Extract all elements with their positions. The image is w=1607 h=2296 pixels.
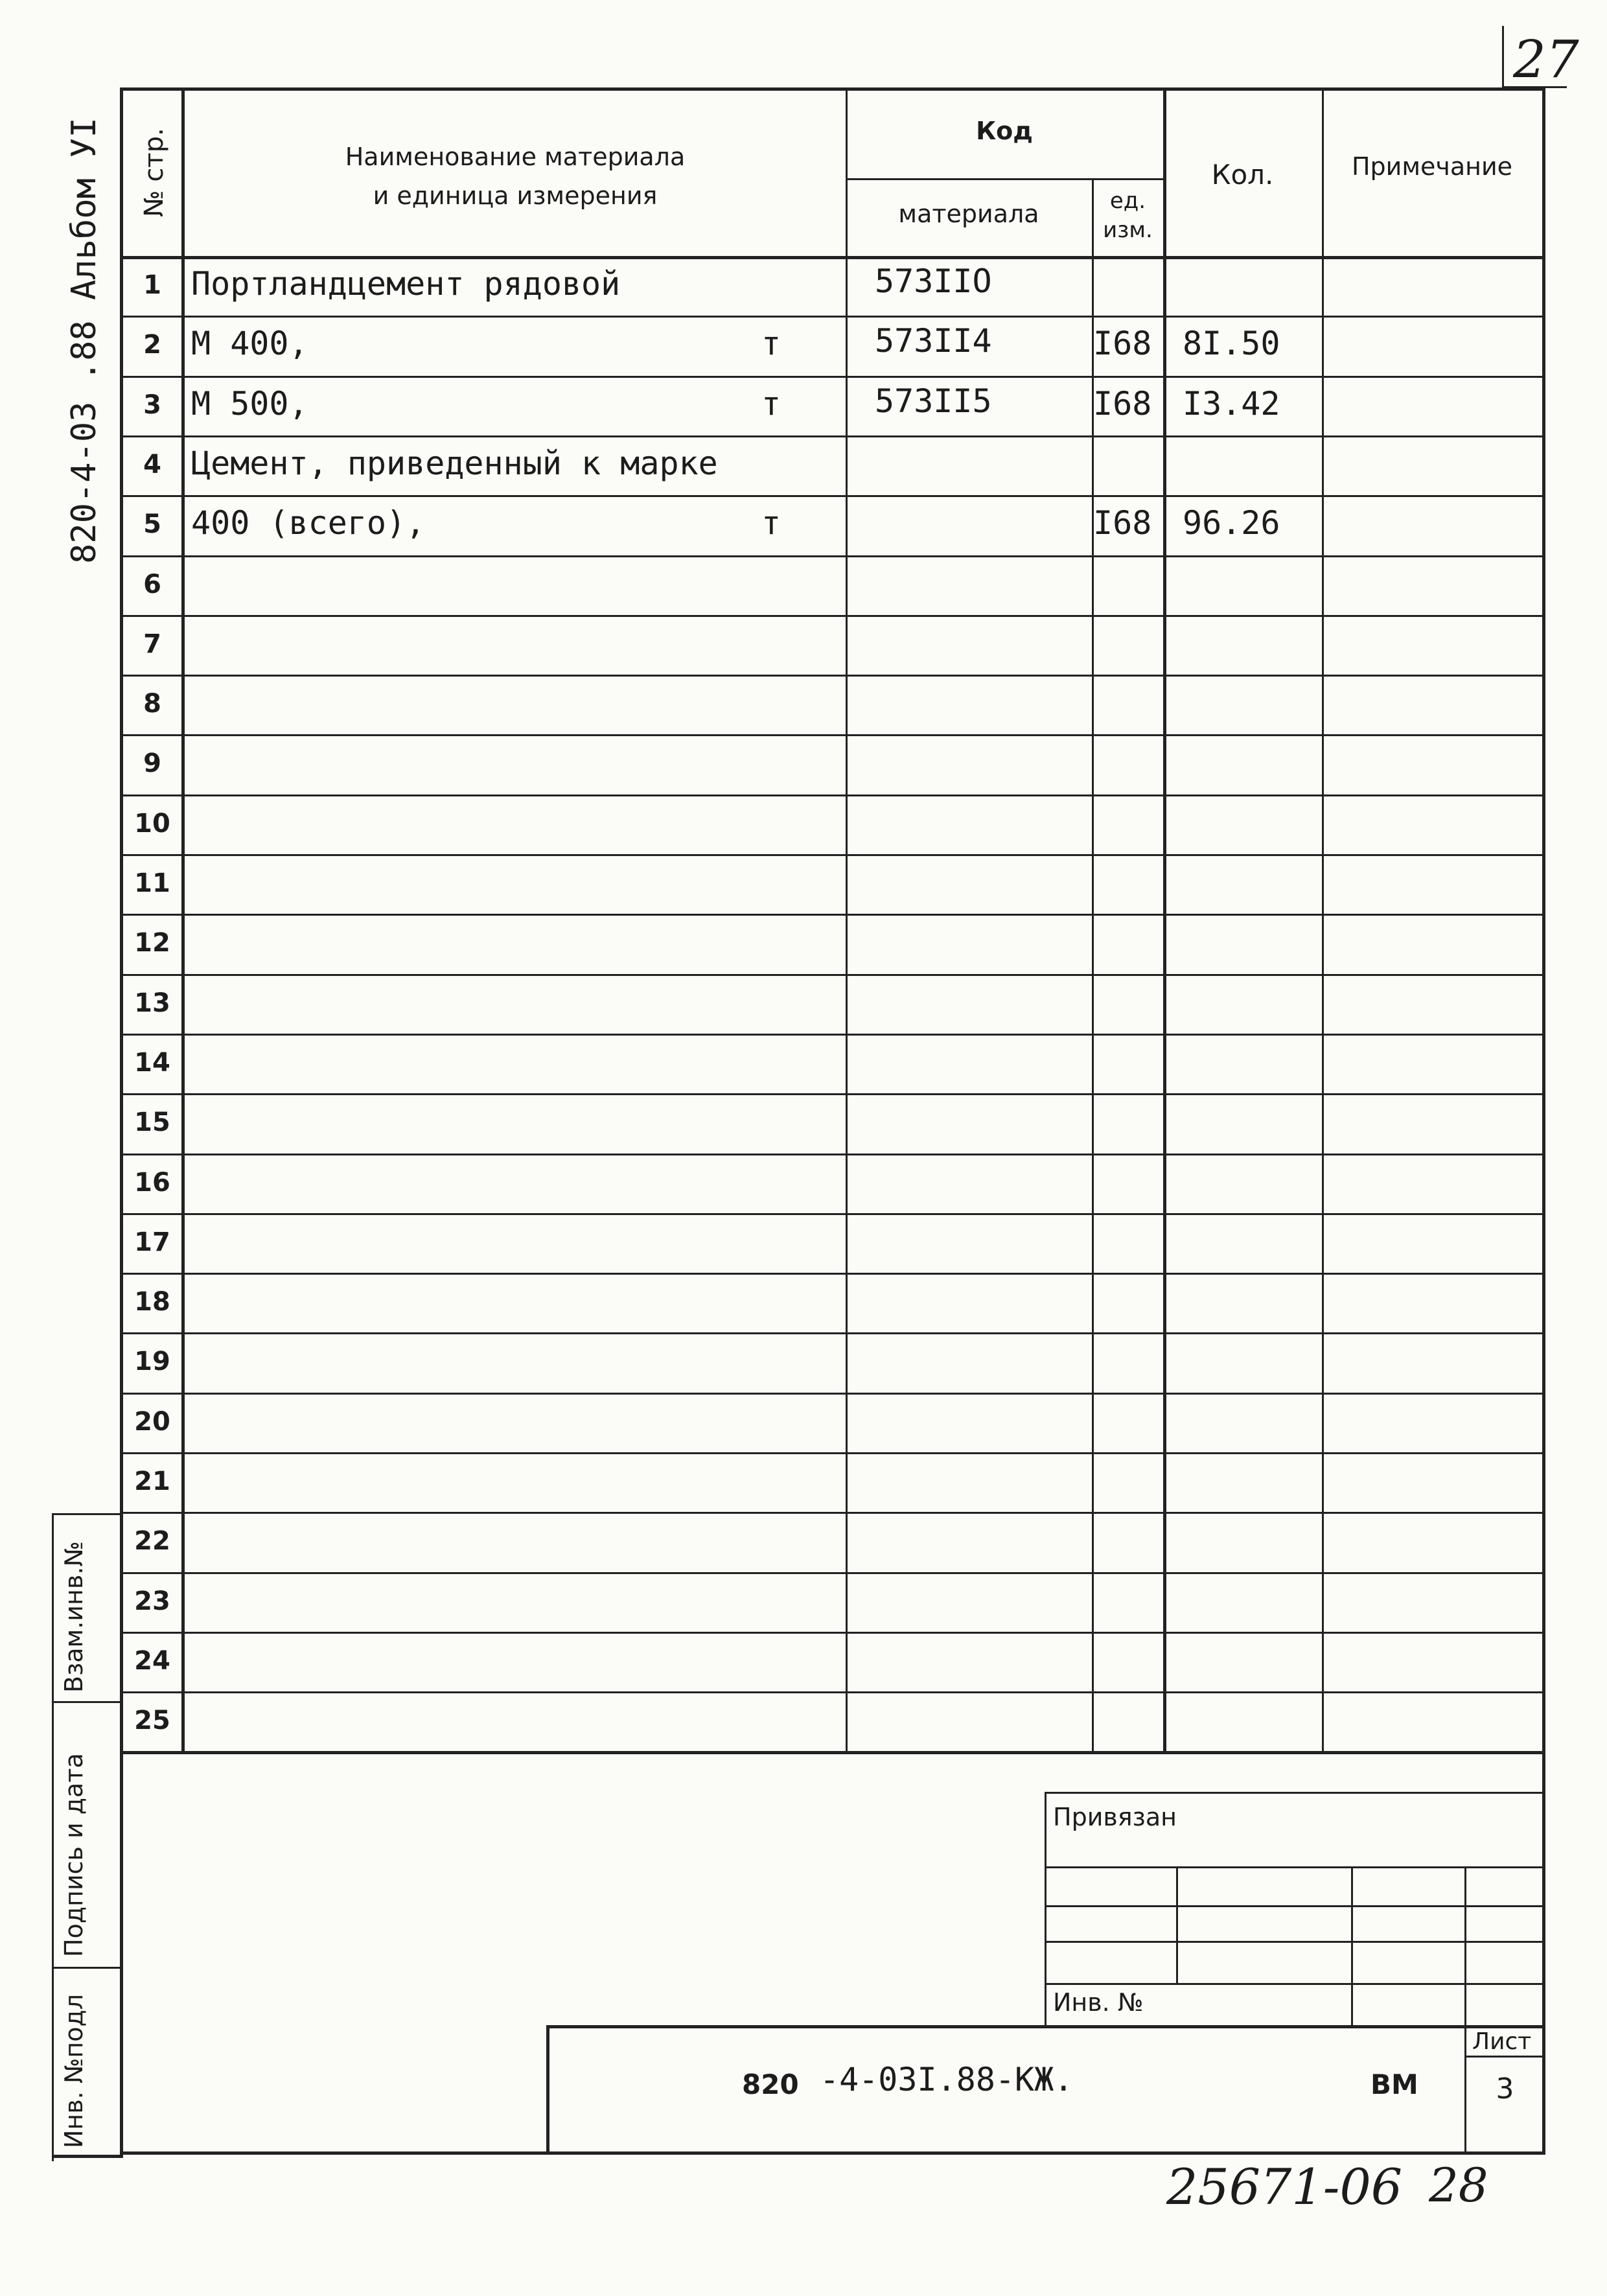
row-number: 15 bbox=[134, 1107, 170, 1138]
privyazan-col-3 bbox=[1464, 1866, 1466, 2025]
doc-type: ВМ bbox=[1370, 2069, 1418, 2100]
row-name: М 400, bbox=[191, 325, 308, 363]
table-row bbox=[120, 1213, 1542, 1273]
row-number: 6 bbox=[143, 569, 161, 599]
handwritten-inventory-number: 25671-06 bbox=[1166, 2158, 1403, 2216]
row-number: 11 bbox=[134, 868, 170, 898]
left-stamp-sep-1 bbox=[52, 1513, 120, 1515]
doc-code: -4-03I.88-КЖ. bbox=[820, 2061, 1074, 2098]
designation-top bbox=[546, 2025, 1544, 2028]
row-number: 21 bbox=[134, 1467, 170, 1496]
row-code: 573II5 bbox=[875, 382, 992, 420]
page-number-divider bbox=[1502, 26, 1504, 87]
left-stamp-sep-3 bbox=[52, 1967, 120, 1969]
row-code: 573II4 bbox=[875, 322, 992, 360]
row-qty: I3.42 bbox=[1183, 384, 1280, 423]
row-number: 4 bbox=[143, 449, 161, 480]
table-row bbox=[120, 1572, 1542, 1632]
row-unit: I68 bbox=[1093, 325, 1152, 363]
header-name-line2: и единица измерения bbox=[373, 181, 658, 210]
sheet-label-line bbox=[1464, 2056, 1545, 2058]
header-qty: Кол. bbox=[1211, 159, 1274, 191]
row-unit-t: т bbox=[761, 504, 781, 542]
table-row bbox=[120, 1512, 1542, 1571]
table-bottom-line bbox=[120, 1751, 1542, 1754]
row-number: 3 bbox=[143, 389, 161, 420]
table-row bbox=[120, 1093, 1542, 1153]
handwritten-page-number: 28 bbox=[1429, 2158, 1488, 2212]
stamp-signature-date: Подпись и дата bbox=[60, 1753, 88, 1957]
left-stamp-edge bbox=[52, 1513, 54, 2161]
sheet-number: 3 bbox=[1496, 2072, 1514, 2105]
row-code: 573IIО bbox=[875, 262, 992, 300]
row-number: 18 bbox=[134, 1287, 170, 1317]
table-row bbox=[120, 1034, 1542, 1093]
header-unit-line2: изм. bbox=[1103, 217, 1153, 243]
left-stamp-sep-2 bbox=[52, 1701, 120, 1703]
table-row bbox=[120, 495, 1542, 555]
privyazan-row-4 bbox=[1045, 1983, 1543, 1985]
stamp-inv-original: Инв. №подл bbox=[60, 1993, 88, 2148]
header-unit-line1: ед. bbox=[1109, 188, 1146, 214]
row-unit: I68 bbox=[1093, 384, 1152, 423]
row-number: 20 bbox=[134, 1406, 170, 1437]
row-number: 14 bbox=[134, 1047, 170, 1078]
row-name: Портландцемент рядовой bbox=[191, 265, 621, 303]
privyazan-row-3 bbox=[1045, 1941, 1543, 1943]
table-row bbox=[120, 1691, 1542, 1751]
table-row bbox=[120, 1632, 1542, 1691]
privyazan-left bbox=[1045, 1792, 1046, 2025]
table-row bbox=[120, 974, 1542, 1034]
row-number: 9 bbox=[143, 748, 161, 779]
row-number: 13 bbox=[134, 988, 170, 1018]
sheet-label: Лист bbox=[1472, 2028, 1532, 2055]
privyazan-col-2 bbox=[1351, 1866, 1353, 2025]
privyazan-row-2 bbox=[1045, 1905, 1543, 1907]
header-row-no: № стр. bbox=[139, 128, 169, 217]
stamp-zam-inv: Взам.инв.№ bbox=[60, 1541, 88, 1693]
frame-top bbox=[120, 87, 1545, 91]
row-number: 25 bbox=[134, 1706, 170, 1736]
row-qty: 96.26 bbox=[1183, 504, 1280, 542]
header-note: Примечание bbox=[1351, 152, 1513, 181]
row-unit-t: т bbox=[761, 325, 781, 363]
header-material: материала bbox=[898, 200, 1039, 228]
row-name: 400 (всего), bbox=[191, 504, 426, 542]
frame-left-lower bbox=[120, 1750, 123, 2155]
header-name-line1: Наименование материала bbox=[345, 143, 686, 171]
designation-left bbox=[546, 2025, 549, 2155]
row-number: 23 bbox=[134, 1586, 170, 1616]
table-row bbox=[120, 854, 1542, 914]
row-name: Цемент, приведенный к марке bbox=[191, 444, 718, 482]
table-row bbox=[120, 376, 1542, 435]
table-row bbox=[120, 435, 1542, 495]
frame-bottom bbox=[120, 2151, 1545, 2155]
table-row bbox=[120, 734, 1542, 794]
doc-prefix: 820 bbox=[742, 2069, 799, 2100]
table-row bbox=[120, 675, 1542, 734]
row-number: 1 bbox=[143, 270, 161, 300]
row-number: 2 bbox=[143, 330, 161, 360]
row-number: 7 bbox=[143, 629, 161, 659]
row-number: 24 bbox=[134, 1645, 170, 1676]
row-number: 8 bbox=[143, 689, 161, 719]
table-row bbox=[120, 615, 1542, 675]
table-row bbox=[120, 1332, 1542, 1392]
privyazan-row-1 bbox=[1045, 1866, 1543, 1868]
row-qty: 8I.50 bbox=[1183, 325, 1280, 363]
left-stamp-sep-4 bbox=[52, 2155, 123, 2158]
row-unit: I68 bbox=[1093, 504, 1152, 542]
inv-no-label: Инв. № bbox=[1053, 1988, 1144, 2017]
row-number: 16 bbox=[134, 1167, 170, 1198]
row-number: 5 bbox=[143, 509, 161, 540]
table-row bbox=[120, 555, 1542, 615]
privyazan-col-1 bbox=[1176, 1866, 1178, 1983]
row-number: 10 bbox=[134, 808, 170, 839]
header-code: Код bbox=[976, 117, 1033, 145]
row-number: 22 bbox=[134, 1526, 170, 1557]
row-name: М 500, bbox=[191, 384, 308, 423]
row-number: 17 bbox=[134, 1227, 170, 1257]
page-number-top: 27 bbox=[1513, 29, 1579, 89]
row-unit-t: т bbox=[761, 384, 781, 423]
frame-right bbox=[1542, 87, 1545, 2151]
privyazan-label: Привязан bbox=[1053, 1803, 1177, 1831]
table-row bbox=[120, 1154, 1542, 1213]
code-subheader-line bbox=[846, 178, 1163, 180]
table-row bbox=[120, 256, 1542, 316]
row-number: 19 bbox=[134, 1347, 170, 1377]
table-row bbox=[120, 914, 1542, 973]
table-row bbox=[120, 1452, 1542, 1512]
table-row bbox=[120, 1393, 1542, 1452]
row-number: 12 bbox=[134, 928, 170, 958]
table-row bbox=[120, 1273, 1542, 1332]
privyazan-top bbox=[1045, 1792, 1543, 1794]
table-row bbox=[120, 794, 1542, 854]
album-side-label: 820-4-03 .88 Альбом УI bbox=[65, 117, 104, 564]
table-row bbox=[120, 316, 1542, 375]
